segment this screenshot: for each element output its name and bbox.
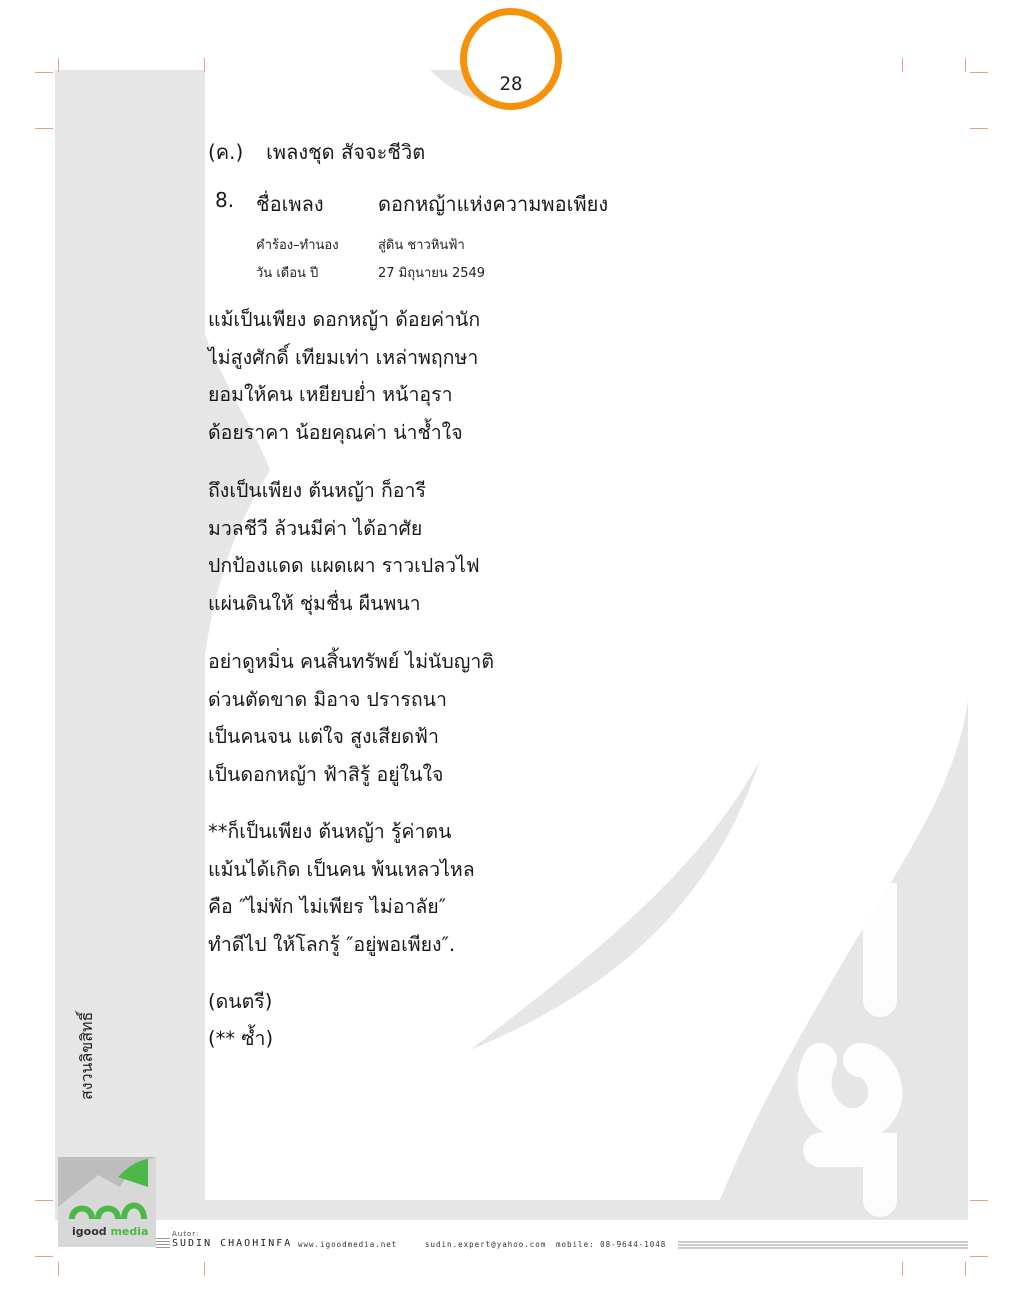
igood-media-logo — [58, 1157, 156, 1247]
lyric-line: ด้อยราคา น้อยคุณค่า น่าช้ำใจ — [208, 420, 463, 444]
lyricist-label: คำร้อง–ทำนอง — [256, 238, 339, 253]
crop-mark — [35, 128, 53, 129]
lyric-line: ปกป้องแดด แผดเผา ราวเปลวไฟ — [208, 554, 480, 577]
mobile-text: mobile: 08-9644-1048 — [556, 1240, 667, 1249]
lyric-line: ไม่สูงศักดิ์ เทียมเท่า เหล่าพฤกษา — [208, 345, 479, 369]
crop-mark — [35, 72, 53, 73]
stanza — [208, 813, 475, 963]
crop-mark — [965, 58, 966, 72]
note-line: (ดนตรี) — [208, 990, 273, 1013]
stanza — [208, 472, 480, 622]
author-name: SUDIN CHAOHINFA — [172, 1238, 293, 1249]
lyric-line: แม้เป็นเพียง ดอกหญ้า ด้อยค่านัก — [208, 308, 481, 331]
date: 27 มิถุนายน 2549 — [378, 266, 486, 281]
note-line: (** ซ้ำ) — [208, 1027, 274, 1050]
stanza — [208, 301, 480, 451]
lyric-line: ถึงเป็นเพียง ต้นหญ้า ก็อารี — [208, 479, 426, 502]
page-number-badge — [460, 8, 562, 110]
logo-text — [72, 1225, 148, 1238]
crop-mark — [204, 1262, 205, 1276]
crop-mark — [35, 1200, 53, 1201]
email-text: sudin.expert@yahoo.com — [425, 1240, 547, 1249]
lyric-line: มวลชีวี ล้วนมีค่า ได้อาศัย — [208, 516, 423, 540]
footer-stripes — [156, 1238, 170, 1248]
side-title: สงวนลิขสิทธิ์ — [77, 1011, 96, 1100]
lyric-line: ทำดีไป ให้โลกรู้ ″อยู่พอเพียง″. — [208, 932, 456, 956]
website-link: www.igoodmedia.net — [298, 1240, 398, 1249]
lyric-line: แผ่นดินให้ ชุ่มชื่น ผืนพนา — [208, 591, 421, 615]
lyric-line: ยอมให้คน เหยียบย่ำ หน้าอุรา — [208, 383, 453, 406]
lyric-line: เป็นคนจน แต่ใจ สูงเสียดฟ้า — [208, 725, 439, 748]
page-number: 28 — [499, 73, 523, 95]
crop-mark — [965, 1262, 966, 1276]
song-name-label: ชื่อเพลง — [256, 192, 324, 216]
section-title: เพลงชุด สัจจะชีวิต — [266, 140, 426, 164]
lyric-line: แม้นได้เกิด เป็นคน พ้นเหลวไหล — [208, 857, 475, 881]
section-label: (ค.) — [208, 140, 244, 164]
song-number: 8. — [215, 188, 235, 212]
lyric-line: เป็นดอกหญ้า ฟ้าสิรู้ อยู่ในใจ — [208, 762, 444, 786]
crop-mark — [970, 72, 988, 73]
crop-mark — [902, 58, 903, 72]
date-label: วัน เดือน ปี — [256, 266, 319, 281]
crop-mark — [970, 128, 988, 129]
song-name: ดอกหญ้าแห่งความพอเพียง — [378, 192, 609, 216]
crop-mark — [35, 1256, 53, 1257]
crop-mark — [204, 58, 205, 72]
autor-label: Autor: — [172, 1230, 200, 1238]
lyric-line: ด่วนตัดขาด มิอาจ ปรารถนา — [208, 687, 447, 711]
logo-text-prefix: igood — [72, 1225, 107, 1238]
crop-mark — [902, 1262, 903, 1276]
logo-text-suffix: media — [106, 1225, 149, 1238]
crop-mark — [58, 1262, 59, 1276]
lyric-line: คือ ″ไม่พัก ไม่เพียร ไม่อาลัย″ — [208, 895, 447, 918]
crop-mark — [970, 1256, 988, 1257]
section-heading — [208, 136, 425, 168]
notes — [208, 983, 273, 1057]
crop-mark — [970, 1200, 988, 1201]
lyric-line: **ก็เป็นเพียง ต้นหญ้า รู้ค่าตน — [208, 820, 452, 843]
stanza — [208, 643, 494, 793]
lyric-line: อย่าดูหมิ่น คนสิ้นทรัพย์ ไม่นับญาติ — [208, 650, 494, 673]
crop-mark — [58, 58, 59, 72]
lyricist: สู่ดิน ชาวหินฟ้า — [378, 238, 465, 253]
